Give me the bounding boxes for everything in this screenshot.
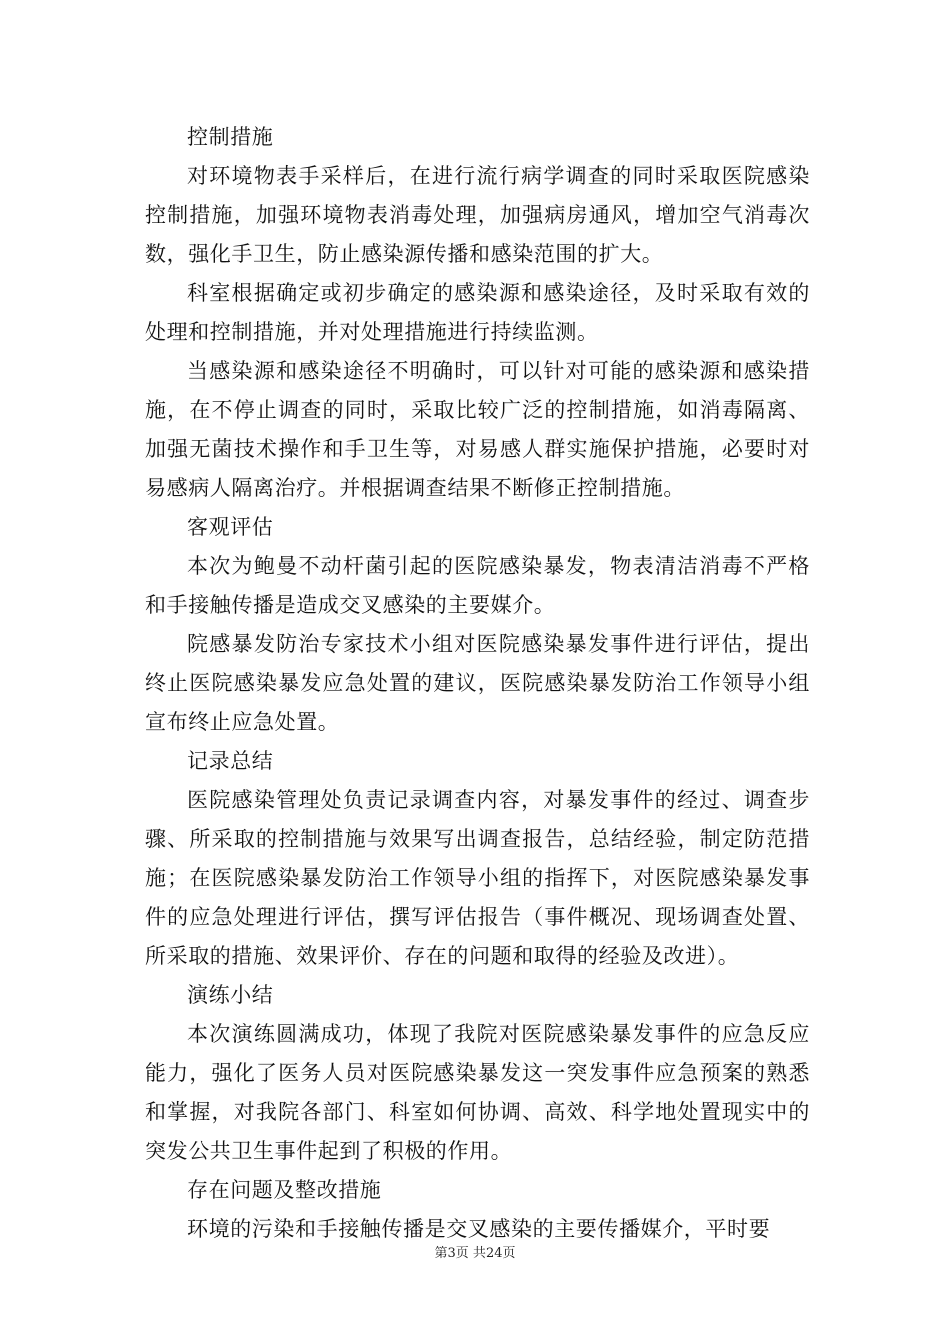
footer-suffix: 页 [502, 1246, 516, 1261]
section-heading: 客观评估 [187, 515, 274, 539]
footer-prefix: 第 [434, 1246, 448, 1261]
paragraph: 院感暴发防治专家技术小组对医院感染暴发事件进行评估，提出终止医院感染暴发应急处置的建议，医院感染暴发防治工作领导小组宣布终止应急处置。 [145, 632, 810, 734]
current-page-number: 3 [447, 1246, 456, 1261]
section-heading: 控制措施 [187, 125, 274, 149]
total-page-count: 24 [485, 1246, 503, 1261]
paragraph: 环境的污染和手接触传播是交叉感染的主要传播媒介，平时要 [187, 1217, 771, 1241]
section-heading: 存在问题及整改措施 [187, 1178, 382, 1202]
paragraph: 科室根据确定或初步确定的感染源和感染途径，及时采取有效的处理和控制措施，并对处理措施进行持续监测。 [145, 281, 810, 344]
paragraph: 本次演练圆满成功，体现了我院对医院感染暴发事件的应急反应能力，强化了医务人员对医院感染暴发这一突发事件应急预案的熟悉和掌握，对我院各部门、科室如何协调、高效、科学地处置现实中的突发公共卫生事件起到了积极的作用。 [145, 1022, 810, 1163]
paragraph: 本次为鲍曼不动杆菌引起的医院感染暴发，物表清洁消毒不严格和手接触传播是造成交叉感染的主要媒介。 [145, 554, 810, 617]
section-heading: 演练小结 [187, 983, 274, 1007]
document-body [145, 118, 810, 1249]
section-heading: 记录总结 [187, 749, 274, 773]
footer-middle: 页 共 [455, 1246, 486, 1261]
paragraph: 对环境物表手采样后，在进行流行病学调查的同时采取医院感染控制措施，加强环境物表消毒处理，加强病房通风，增加空气消毒次数，强化手卫生，防止感染源传播和感染范围的扩大。 [145, 164, 810, 266]
page-number-footer [0, 1242, 950, 1261]
paragraph: 当感染源和感染途径不明确时，可以针对可能的感染源和感染措施，在不停止调查的同时，采取比较广泛的控制措施，如消毒隔离、加强无菌技术操作和手卫生等，对易感人群实施保护措施，必要时对易感病人隔离治疗。并根据调查结果不断修正控制措施。 [145, 359, 810, 500]
paragraph: 医院感染管理处负责记录调查内容，对暴发事件的经过、调查步骤、所采取的控制措施与效果写出调查报告，总结经验，制定防范措施；在医院感染暴发防治工作领导小组的指挥下，对医院感染暴发事件的应急处理进行评估，撰写评估报告（事件概况、现场调查处置、所采取的措施、效果评价、存在的问题和取得的经验及改进）。 [145, 788, 810, 968]
